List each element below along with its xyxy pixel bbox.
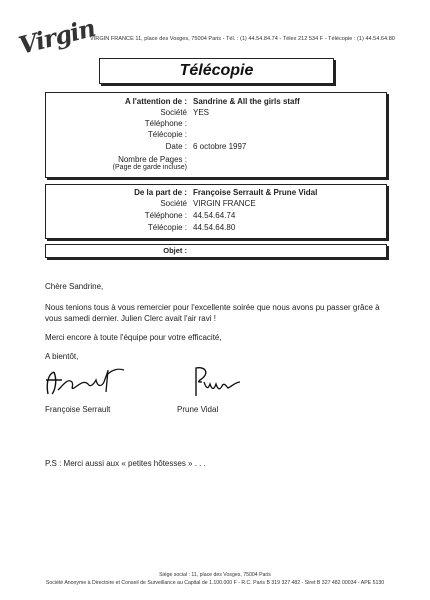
paragraph-1-line-1: Nous tenions tous à vous remercier pour l'excellente soirée que nous avons pu passer grâce à	[45, 303, 380, 312]
date-label: Date :	[165, 142, 187, 151]
recipient-societe-label: Société	[160, 108, 187, 117]
signature-francoise-serrault	[42, 364, 132, 400]
sender-societe-label: Société	[160, 199, 187, 208]
object-label: Objet :	[163, 246, 187, 255]
attention-label: A l'attention de :	[124, 97, 187, 106]
sender-telephone-label: Téléphone :	[144, 211, 187, 220]
nb-pages-note: (Page de garde incluse)	[112, 164, 187, 171]
footer-legal: Société Anonyme à Directoire et Conseil de Surveillance au Capital de 1.100.000 F - R.C. Paris B 319 327 482 - Siret B 327 482 00034 - APE 5130	[45, 580, 385, 586]
sender-telecopie-label: Télécopie :	[147, 223, 187, 232]
from-label: De la part de :	[134, 188, 187, 197]
paragraph-2: Merci encore à toute l'équipe pour votre efficacité,	[45, 333, 222, 342]
page-title: Télécopie	[179, 62, 254, 79]
from-value: Françoise Serrault & Prune Vidal	[193, 188, 318, 197]
signer-francoise: Françoise Serrault	[45, 405, 111, 414]
recipient-telecopie-label: Télécopie :	[147, 130, 187, 139]
sender-societe-value: VIRGIN FRANCE	[193, 199, 256, 208]
sender-telephone-value: 44.54.64.74	[193, 211, 236, 220]
greeting: Chère Sandrine,	[45, 282, 104, 291]
signature-prune-vidal	[188, 364, 248, 400]
attention-value: Sandrine & All the girls staff	[193, 97, 300, 106]
footer-headquarters: Siège social : 11, place des Vosges, 75004 Paris	[159, 572, 271, 578]
recipient-telephone-label: Téléphone :	[144, 119, 187, 128]
paragraph-1-line-2: vous samedi dernier. Julien Clerc avait l'air ravi !	[45, 314, 216, 323]
signer-prune: Prune Vidal	[177, 405, 219, 414]
closing: A bientôt,	[45, 352, 79, 361]
title-box	[99, 58, 334, 84]
sender-telecopie-value: 44.54.64.80	[193, 223, 236, 232]
postscript: P.S : Merci aussi aux « petites hôtesses » . . .	[45, 459, 206, 468]
date-value: 6 octobre 1997	[193, 142, 247, 151]
letterhead-address: VIRGIN FRANCE 11, place des Vosges, 75004 Paris - Tél. : (1) 44.54.84.74 - Télex 212 534 F - Télécopie : (1) 44.54.64.80	[90, 36, 395, 42]
virgin-logo: Virgin	[15, 13, 98, 60]
nb-pages-label: Nombre de Pages :	[118, 155, 187, 164]
recipient-societe-value: YES	[193, 108, 210, 117]
